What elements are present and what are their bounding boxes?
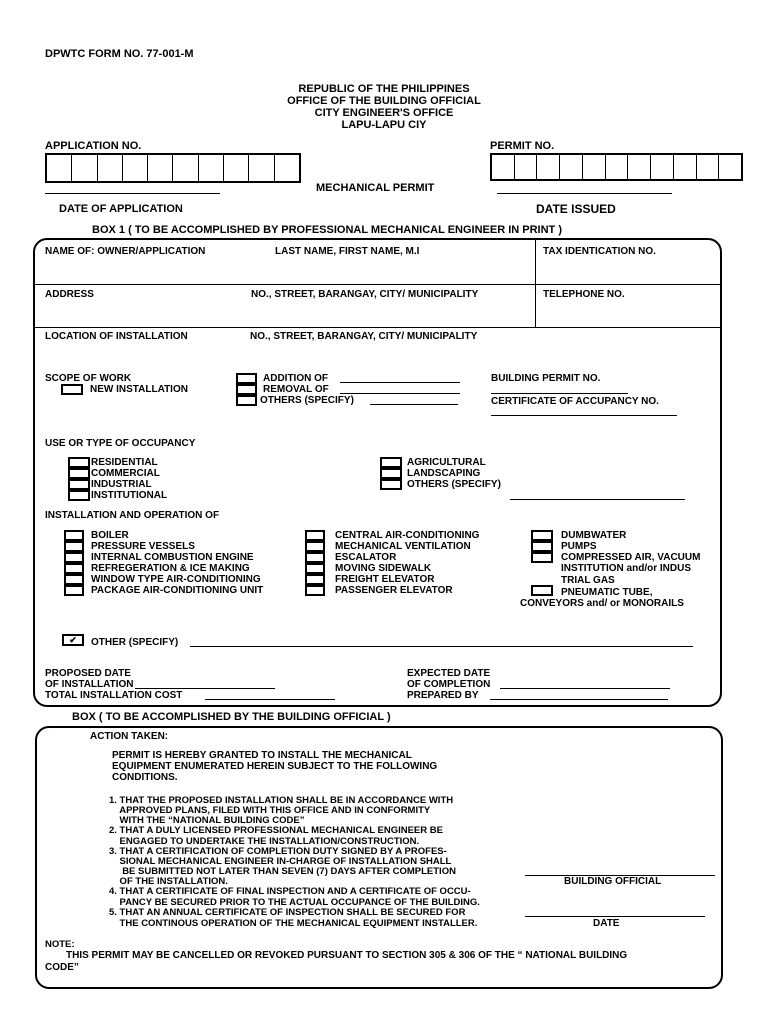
note-line-1: THIS PERMIT MAY BE CANCELLED OR REVOKED PURSUANT TO SECTION 305 & 306 OF THE “ NATIONAL BUILDING <box>66 950 628 961</box>
scope-others-checkbox[interactable] <box>236 395 257 406</box>
address-label: ADDRESS <box>45 289 94 300</box>
escalator-checkbox[interactable] <box>305 552 325 563</box>
condition-line: PANCY BE SECURED PRIOR TO THE ACTUAL OCCUPANCE OF THE BUILDING. <box>109 897 480 908</box>
check-mark-icon: ✔ <box>69 635 77 645</box>
use-others-checkbox[interactable] <box>380 479 402 490</box>
occupancy-cert-line[interactable] <box>491 415 677 416</box>
telephone-label: TELEPHONE NO. <box>543 289 625 300</box>
prepared-by-label: PREPARED BY <box>407 690 479 701</box>
pumps-checkbox[interactable] <box>531 541 553 552</box>
institutional-checkbox[interactable] <box>68 490 90 501</box>
ice-engine-checkbox[interactable] <box>64 552 84 563</box>
condition-line: 2. THAT A DULY LICENSED PROFESSIONAL MECHANICAL ENGINEER BE <box>109 825 443 836</box>
condition-line: 3. THAT A CERTIFICATION OF COMPLETION DUTY SIGNED BY A PROFES- <box>109 846 447 857</box>
use-institutional: INSTITUTIONAL <box>91 490 168 501</box>
moving-sidewalk-checkbox[interactable] <box>305 563 325 574</box>
location-sublabel: NO., STREET, BARANGAY, CITY/ MUNICIPALITY <box>250 331 478 342</box>
install-label: INSTALLATION AND OPERATION OF <box>45 510 220 521</box>
condition-line: BE SUBMITTED NOT LATER THAN SEVEN (7) DAYS AFTER COMPLETION <box>109 866 456 877</box>
scope-others-label: OTHERS (SPECIFY) <box>260 395 354 406</box>
install-window-ac: WINDOW TYPE AIR-CONDITIONING <box>91 574 261 585</box>
install-compressed-air-cont2: TRIAL GAS <box>561 575 615 586</box>
application-no-boxes[interactable] <box>45 153 301 183</box>
total-cost-line[interactable] <box>205 699 335 700</box>
install-pumps: PUMPS <box>561 541 597 552</box>
window-ac-checkbox[interactable] <box>64 574 84 585</box>
use-industrial: INDUSTRIAL <box>91 479 152 490</box>
official-date-line[interactable] <box>525 916 705 917</box>
install-escalator: ESCALATOR <box>335 552 397 563</box>
completion-date-line[interactable] <box>500 688 670 689</box>
industrial-checkbox[interactable] <box>68 479 90 490</box>
install-refrigeration: REFREGERATION & ICE MAKING <box>91 563 250 574</box>
pneumatic-tube-checkbox[interactable] <box>531 585 553 596</box>
install-ice-engine: INTERNAL COMBUSTION ENGINE <box>91 552 254 563</box>
date-of-application-line[interactable] <box>45 193 220 194</box>
prepared-by-line[interactable] <box>490 699 668 700</box>
date-issued-line[interactable] <box>497 193 672 194</box>
condition-line: SIONAL MECHANICAL ENGINEER IN-CHARGE OF INSTALLATION SHALL <box>109 856 452 867</box>
removal-line[interactable] <box>340 393 460 394</box>
install-compressed-air-cont1: INSTITUTION and/or INDUS <box>561 563 691 574</box>
addition-label: ADDITION OF <box>263 373 328 384</box>
grant-line-3: CONDITIONS. <box>112 772 178 783</box>
header-line-1: REPUBLIC OF THE PHILIPPINES <box>298 83 470 95</box>
condition-line: 5. THAT AN ANNUAL CERTIFICATE OF INSPECTION SHALL BE SECURED FOR <box>109 907 466 918</box>
condition-line: ENGAGED TO UNDERTAKE THE INSTALLATION/CONSTRUCTION. <box>109 836 420 847</box>
header-line-4: LAPU-LAPU CIY <box>341 119 427 131</box>
box1-row-divider-2 <box>35 327 720 328</box>
permit-no-label: PERMIT NO. <box>490 140 555 152</box>
permit-title: MECHANICAL PERMIT <box>316 182 435 194</box>
total-cost-label: TOTAL INSTALLATION COST <box>45 690 183 701</box>
install-conveyors: CONVEYORS and/ or MONORAILS <box>520 598 684 609</box>
action-taken-label: ACTION TAKEN: <box>90 731 169 742</box>
of-installation-label: OF INSTALLATION <box>45 679 134 690</box>
passenger-elevator-checkbox[interactable] <box>305 585 325 596</box>
use-others-line[interactable] <box>510 499 685 500</box>
of-completion-label: OF COMPLETION <box>407 679 491 690</box>
scope-label: SCOPE OF WORK <box>45 373 132 384</box>
install-central-ac: CENTRAL AIR-CONDITIONING <box>335 530 480 541</box>
use-residential: RESIDENTIAL <box>91 457 158 468</box>
official-date-label: DATE <box>593 918 620 929</box>
condition-line: WITH THE “NATIONAL BUILDING CODE” <box>109 815 305 826</box>
scope-others-line[interactable] <box>370 404 458 405</box>
package-ac-checkbox[interactable] <box>64 585 84 596</box>
install-mech-ventilation: MECHANICAL VENTILATION <box>335 541 471 552</box>
condition-line: APPROVED PLANS, FILED WITH THIS OFFICE AND IN CONFORMITY <box>109 805 431 816</box>
install-package-ac: PACKAGE AIR-CONDITIONING UNIT <box>91 585 264 596</box>
use-commercial: COMMERCIAL <box>91 468 160 479</box>
mech-ventilation-checkbox[interactable] <box>305 541 325 552</box>
address-sublabel: NO., STREET, BARANGAY, CITY/ MUNICIPALITY <box>251 289 479 300</box>
note-line-2: CODE” <box>45 962 79 973</box>
install-boiler: BOILER <box>91 530 129 541</box>
form-number: DPWTC FORM NO. 77-001-M <box>45 48 194 60</box>
central-ac-checkbox[interactable] <box>305 530 325 541</box>
residential-checkbox[interactable] <box>68 457 90 468</box>
install-pressure-vessels: PRESSURE VESSELS <box>91 541 195 552</box>
header-line-2: OFFICE OF THE BUILDING OFFICIAL <box>287 95 481 107</box>
condition-line: 1. THAT THE PROPOSED INSTALLATION SHALL BE IN ACCORDANCE WITH <box>109 795 454 806</box>
agricultural-checkbox[interactable] <box>380 457 402 468</box>
new-installation-label: NEW INSTALLATION <box>90 384 188 395</box>
grant-line-2: EQUIPMENT ENUMERATED HEREIN SUBJECT TO THE FOLLOWING <box>112 761 438 772</box>
pressure-vessels-checkbox[interactable] <box>64 541 84 552</box>
date-issued-label: DATE ISSUED <box>536 202 616 216</box>
other-specify-checkbox[interactable] <box>62 634 84 646</box>
building-permit-label: BUILDING PERMIT NO. <box>491 373 601 384</box>
condition-line: 4. THAT A CERTIFICATE OF FINAL INSPECTION AND A CERTIFICATE OF OCCU- <box>109 886 471 897</box>
condition-line: THE CONTINOUS OPERATION OF THE MECHANICAL EQUIPMENT INSTALLER. <box>109 918 478 929</box>
location-label: LOCATION OF INSTALLATION <box>45 331 188 342</box>
install-passenger-elevator: PASSENGER ELEVATOR <box>335 585 453 596</box>
other-specify-line[interactable] <box>190 646 693 647</box>
header-line-3: CITY ENGINEER'S OFFICE <box>314 107 454 119</box>
removal-label: REMOVAL OF <box>263 384 329 395</box>
install-dumbwater: DUMBWATER <box>561 530 627 541</box>
proposed-date-label: PROPOSED DATE <box>45 668 131 679</box>
addition-line[interactable] <box>340 382 460 383</box>
expected-date-label: EXPECTED DATE <box>407 668 491 679</box>
refrigeration-checkbox[interactable] <box>64 563 84 574</box>
permit-no-boxes[interactable] <box>490 153 743 181</box>
removal-checkbox[interactable] <box>236 384 257 395</box>
installation-date-line[interactable] <box>135 688 275 689</box>
use-others: OTHERS (SPECIFY) <box>407 479 501 490</box>
owner-label: NAME OF: OWNER/APPLICATION <box>45 246 206 257</box>
tin-label: TAX IDENTICATION NO. <box>543 246 656 257</box>
box1-row-divider-1 <box>35 284 720 285</box>
install-pneumatic-tube: PNEUMATIC TUBE, <box>561 587 653 598</box>
use-label: USE OR TYPE OF OCCUPANCY <box>45 438 196 449</box>
install-moving-sidewalk: MOVING SIDEWALK <box>335 563 432 574</box>
new-installation-checkbox[interactable] <box>61 384 83 395</box>
commercial-checkbox[interactable] <box>68 468 90 479</box>
addition-checkbox[interactable] <box>236 373 257 384</box>
compressed-air-checkbox[interactable] <box>531 552 553 563</box>
application-no-label: APPLICATION NO. <box>45 140 142 152</box>
boiler-checkbox[interactable] <box>64 530 84 541</box>
landscaping-checkbox[interactable] <box>380 468 402 479</box>
install-compressed-air: COMPRESSED AIR, VACUUM <box>561 552 701 563</box>
freight-elevator-checkbox[interactable] <box>305 574 325 585</box>
note-label: NOTE: <box>45 939 75 950</box>
other-specify-label: OTHER (SPECIFY) <box>91 637 179 648</box>
dumbwater-checkbox[interactable] <box>531 530 553 541</box>
box2-title: BOX ( TO BE ACCOMPLISHED BY THE BUILDING OFFICIAL ) <box>72 711 391 723</box>
grant-line-1: PERMIT IS HEREBY GRANTED TO INSTALL THE MECHANICAL <box>112 750 412 761</box>
occupancy-cert-label: CERTIFICATE OF ACCUPANCY NO. <box>491 396 659 407</box>
building-permit-line[interactable] <box>491 393 628 394</box>
use-agricultural: AGRICULTURAL <box>407 457 486 468</box>
building-official-label: BUILDING OFFICIAL <box>564 876 662 887</box>
owner-sublabel: LAST NAME, FIRST NAME, M.I <box>275 246 420 257</box>
install-freight-elevator: FREIGHT ELEVATOR <box>335 574 435 585</box>
use-landscaping: LANDSCAPING <box>407 468 481 479</box>
box1-title: BOX 1 ( TO BE ACCOMPLISHED BY PROFESSIONAL MECHANICAL ENGINEER IN PRINT ) <box>92 224 562 236</box>
date-of-application-label: DATE OF APPLICATION <box>59 203 183 215</box>
condition-line: OF THE INSTALLATION. <box>109 876 228 887</box>
